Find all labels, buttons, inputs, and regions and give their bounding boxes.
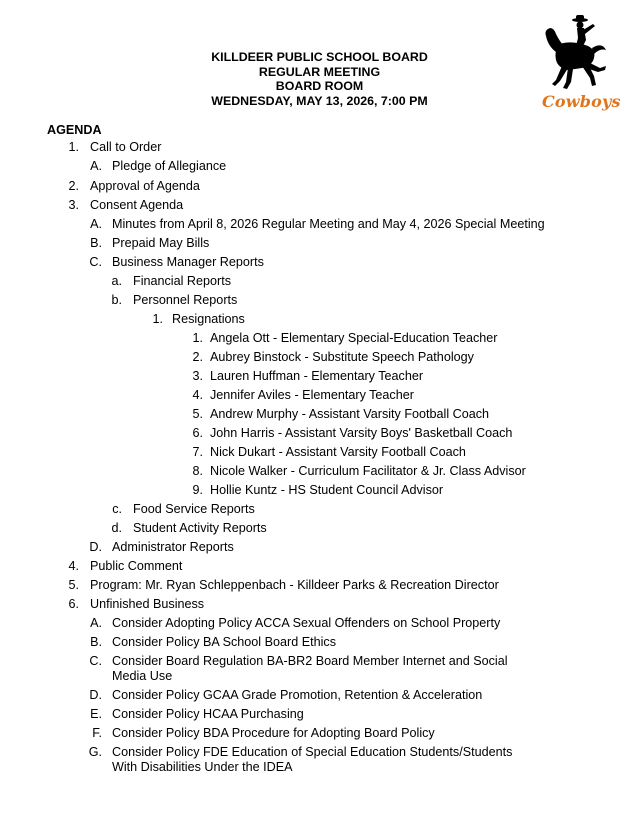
agenda-item-text: Food Service Reports (133, 502, 255, 516)
agenda-item-number: 1. (152, 312, 163, 326)
agenda-item-number: F. (92, 726, 102, 740)
agenda-item-text: Financial Reports (133, 274, 231, 288)
agenda-item-text: Call to Order (90, 140, 162, 154)
agenda-title: AGENDA (47, 123, 102, 137)
agenda-item-number: c. (112, 502, 122, 516)
agenda-item-number: 9. (192, 483, 203, 497)
agenda-item-text: Program: Mr. Ryan Schleppenbach - Killdeer Parks & Recreation Director (90, 578, 499, 592)
agenda-item-number: G. (88, 745, 102, 759)
agenda-item-text: Angela Ott - Elementary Special-Education Teacher (210, 331, 498, 345)
agenda-item-number: E. (90, 707, 102, 721)
board-name: KILLDEER PUBLIC SCHOOL BOARD (211, 50, 428, 64)
agenda-item-text: Personnel Reports (133, 293, 238, 307)
agenda-item-number: 5. (192, 407, 203, 421)
agenda-item-number: 6. (192, 426, 203, 440)
agenda-item-text: Prepaid May Bills (112, 236, 210, 250)
agenda-item-text: Aubrey Binstock - Substitute Speech Pathology (210, 350, 474, 364)
agenda-item-number: 7. (192, 445, 203, 459)
agenda-item-number: A. (90, 159, 102, 173)
agenda-item-number: 6. (68, 597, 79, 611)
agenda-item-number: B. (90, 236, 102, 250)
agenda-item-text: Consider Adopting Policy ACCA Sexual Offenders on School Property (112, 616, 501, 630)
agenda-item-text: Jennifer Aviles - Elementary Teacher (210, 388, 414, 402)
cowboys-logo-text: Cowboys (542, 92, 621, 111)
agenda-item-text: Consider Policy FDE Education of Special Education Students/Students (112, 745, 513, 759)
agenda-item-number: 8. (192, 464, 203, 478)
agenda-item-text: Student Activity Reports (133, 521, 267, 535)
agenda-item-text: Consider Policy BA School Board Ethics (112, 635, 336, 649)
agenda-item-number: b. (111, 293, 122, 307)
agenda-item-text: Consider Policy HCAA Purchasing (112, 707, 304, 721)
agenda-item-number: D. (89, 540, 102, 554)
agenda-item-number: C. (89, 654, 102, 668)
agenda-item-text: Media Use (112, 669, 173, 683)
agenda-item-number: d. (111, 521, 122, 535)
agenda-item-number: 4. (68, 559, 79, 573)
agenda-item-text: Andrew Murphy - Assistant Varsity Football Coach (210, 407, 490, 421)
agenda-item-number: a. (111, 274, 122, 288)
agenda-item-text: Consider Policy GCAA Grade Promotion, Retention & Acceleration (112, 688, 483, 702)
agenda-item-text: With Disabilities Under the IDEA (112, 760, 293, 774)
agenda-item-text: Consider Policy BDA Procedure for Adopting Board Policy (112, 726, 435, 740)
agenda-item-text: Unfinished Business (90, 597, 205, 611)
agenda-item-text: Consent Agenda (90, 198, 184, 212)
agenda-item-text: Consider Board Regulation BA-BR2 Board Member Internet and Social (112, 654, 508, 668)
agenda-item-text: Administrator Reports (112, 540, 234, 554)
meeting-location: BOARD ROOM (275, 79, 364, 94)
agenda-item-number: 3. (192, 369, 203, 383)
agenda-item-text: Hollie Kuntz - HS Student Council Advisor (210, 483, 444, 497)
agenda-item-text: Resignations (172, 312, 245, 326)
agenda-item-number: 1. (68, 140, 79, 154)
agenda-item-text: Minutes from April 8, 2026 Regular Meeting and May 4, 2026 Special Meeting (112, 217, 545, 231)
agenda-item-number: D. (89, 688, 102, 702)
agenda-item-number: 3. (68, 198, 79, 212)
agenda-item-text: Public Comment (90, 559, 183, 573)
agenda-item-number: A. (90, 616, 102, 630)
agenda-item-number: 1. (192, 331, 203, 345)
agenda-item-number: 4. (192, 388, 203, 402)
agenda-item-text: Business Manager Reports (112, 255, 264, 269)
agenda-item-number: C. (89, 255, 102, 269)
agenda-item-text: Nicole Walker - Curriculum Facilitator & Jr. Class Advisor (210, 464, 526, 478)
agenda-item-text: Lauren Huffman - Elementary Teacher (210, 369, 424, 383)
agenda-item-number: 5. (68, 578, 79, 592)
agenda-item-text: John Harris - Assistant Varsity Boys' Basketball Coach (210, 426, 513, 440)
agenda-item-number: 2. (192, 350, 203, 364)
meeting-date: WEDNESDAY, MAY 13, 2026, 7:00 PM (211, 93, 428, 108)
agenda-item-text: Approval of Agenda (90, 179, 200, 193)
agenda-item-number: A. (90, 217, 102, 231)
agenda-item-number: B. (90, 635, 102, 649)
agenda-item-text: Nick Dukart - Assistant Varsity Football Coach (210, 445, 466, 459)
meeting-type: REGULAR MEETING (258, 64, 381, 79)
agenda-item-number: 2. (68, 179, 79, 193)
agenda-item-text: Pledge of Allegiance (112, 159, 227, 173)
